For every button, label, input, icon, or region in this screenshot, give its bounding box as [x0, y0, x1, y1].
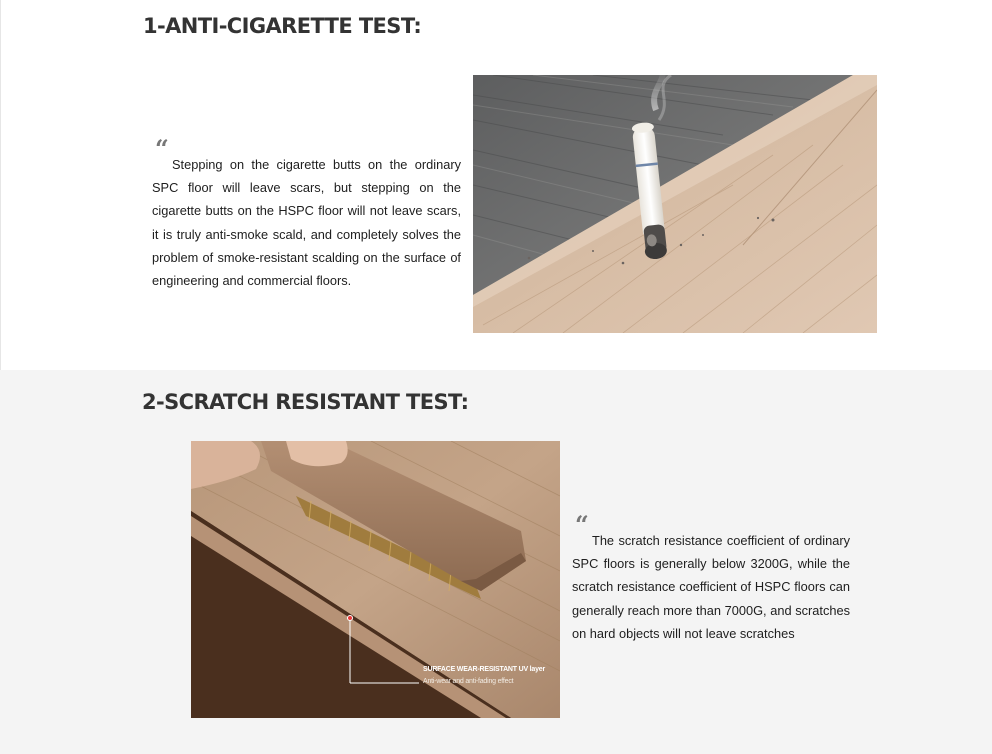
quote-mark-icon: “: [575, 510, 589, 539]
scratch-resistant-quote: [572, 510, 850, 645]
quote-mark-icon: “: [155, 134, 169, 163]
anti-cigarette-title: 1-ANTI-CIGARETTE TEST:: [143, 14, 422, 38]
anti-cigarette-section: [0, 0, 992, 370]
anti-cigarette-quote: [152, 134, 461, 292]
anti-cigarette-description: Stepping on the cigarette butts on the ordinary SPC floor will leave scars, but stepping on the cigarette butts on the HSPC floor will not leave scars, it is truly anti-smoke scald, and completely solves the problem of smoke-resistant scalding on the surface of engineering and commercial floors.: [152, 157, 461, 289]
brush-scratch-test-photo: [191, 441, 560, 718]
cigarette-on-floor-photo: [473, 75, 877, 333]
uv-layer-label: SURFACE WEAR-RESISTANT UV layer: [423, 666, 546, 673]
cigarette-photo-illustration: [473, 75, 877, 333]
scratch-resistant-description: The scratch resistance coefficient of ordinary SPC floors is generally below 3200G, while the scratch resistance coefficient of HSPC floors can generally reach more than 7000G, and scratches on hard objects will not leave scratches: [572, 533, 850, 641]
brush-photo-illustration: [191, 441, 560, 718]
scratch-resistant-section: [0, 370, 992, 754]
scratch-resistant-title: 2-SCRATCH RESISTANT TEST:: [142, 390, 469, 414]
anti-wear-label: Anti-wear and anti-fading effect: [423, 678, 514, 685]
